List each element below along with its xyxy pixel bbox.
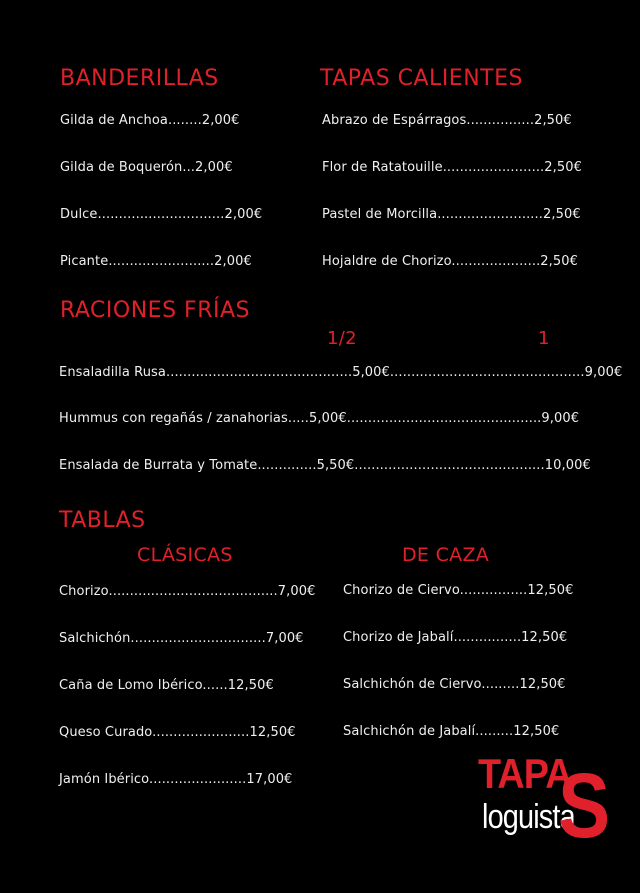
menu-item: Hojaldre de Chorizo.....................2,50€ <box>322 254 579 269</box>
menu-item: Gilda de Anchoa........2,00€ <box>60 113 240 128</box>
menu-item: Salchichón de Jabalí.........12,50€ <box>343 724 560 739</box>
tapas-loguista-logo <box>478 750 618 860</box>
menu-item: Salchichón................................7,00€ <box>59 631 304 646</box>
menu-item: Hummus con regañás / zanahorias.....5,00€..............................................9,00€ <box>59 411 580 426</box>
menu-item: Chorizo de Ciervo................12,50€ <box>343 583 574 598</box>
logo-s-letter: S <box>558 755 611 857</box>
menu-item: Chorizo........................................7,00€ <box>59 584 316 599</box>
menu-item: Gilda de Boquerón...2,00€ <box>60 160 233 175</box>
tablas-heading: TABLAS <box>59 508 146 533</box>
menu-item: Ensalada de Burrata y Tomate..............5,50€.............................................10,00€ <box>59 458 591 473</box>
logo-loguista-text: loguista <box>482 798 575 836</box>
menu-item: Pastel de Morcilla.........................2,50€ <box>322 207 581 222</box>
de-caza-subheading: DE CAZA <box>402 544 490 566</box>
logo-tapa-text: TAPA <box>478 750 572 797</box>
menu-item: Dulce..............................2,00€ <box>60 207 263 222</box>
menu-item: Flor de Ratatouille........................2,50€ <box>322 160 582 175</box>
menu-item: Abrazo de Espárragos................2,50€ <box>322 113 572 128</box>
half-portion-column-label: 1/2 <box>327 328 357 349</box>
clasicas-subheading: CLÁSICAS <box>137 544 233 566</box>
menu-item: Salchichón de Ciervo.........12,50€ <box>343 677 566 692</box>
full-portion-column-label: 1 <box>538 328 550 349</box>
banderillas-heading: BANDERILLAS <box>60 66 219 91</box>
menu-item: Ensaladilla Rusa............................................5,00€..............................................9,00€ <box>59 365 623 380</box>
menu-item: Caña de Lomo Ibérico......12,50€ <box>59 678 274 693</box>
menu-item: Jamón Ibérico.......................17,00€ <box>59 772 293 787</box>
menu-item: Chorizo de Jabalí................12,50€ <box>343 630 568 645</box>
tapas-calientes-heading: TAPAS CALIENTES <box>320 66 523 91</box>
raciones-frias-heading: RACIONES FRÍAS <box>60 298 250 323</box>
menu-item: Picante.........................2,00€ <box>60 254 252 269</box>
menu-item: Queso Curado.......................12,50€ <box>59 725 296 740</box>
